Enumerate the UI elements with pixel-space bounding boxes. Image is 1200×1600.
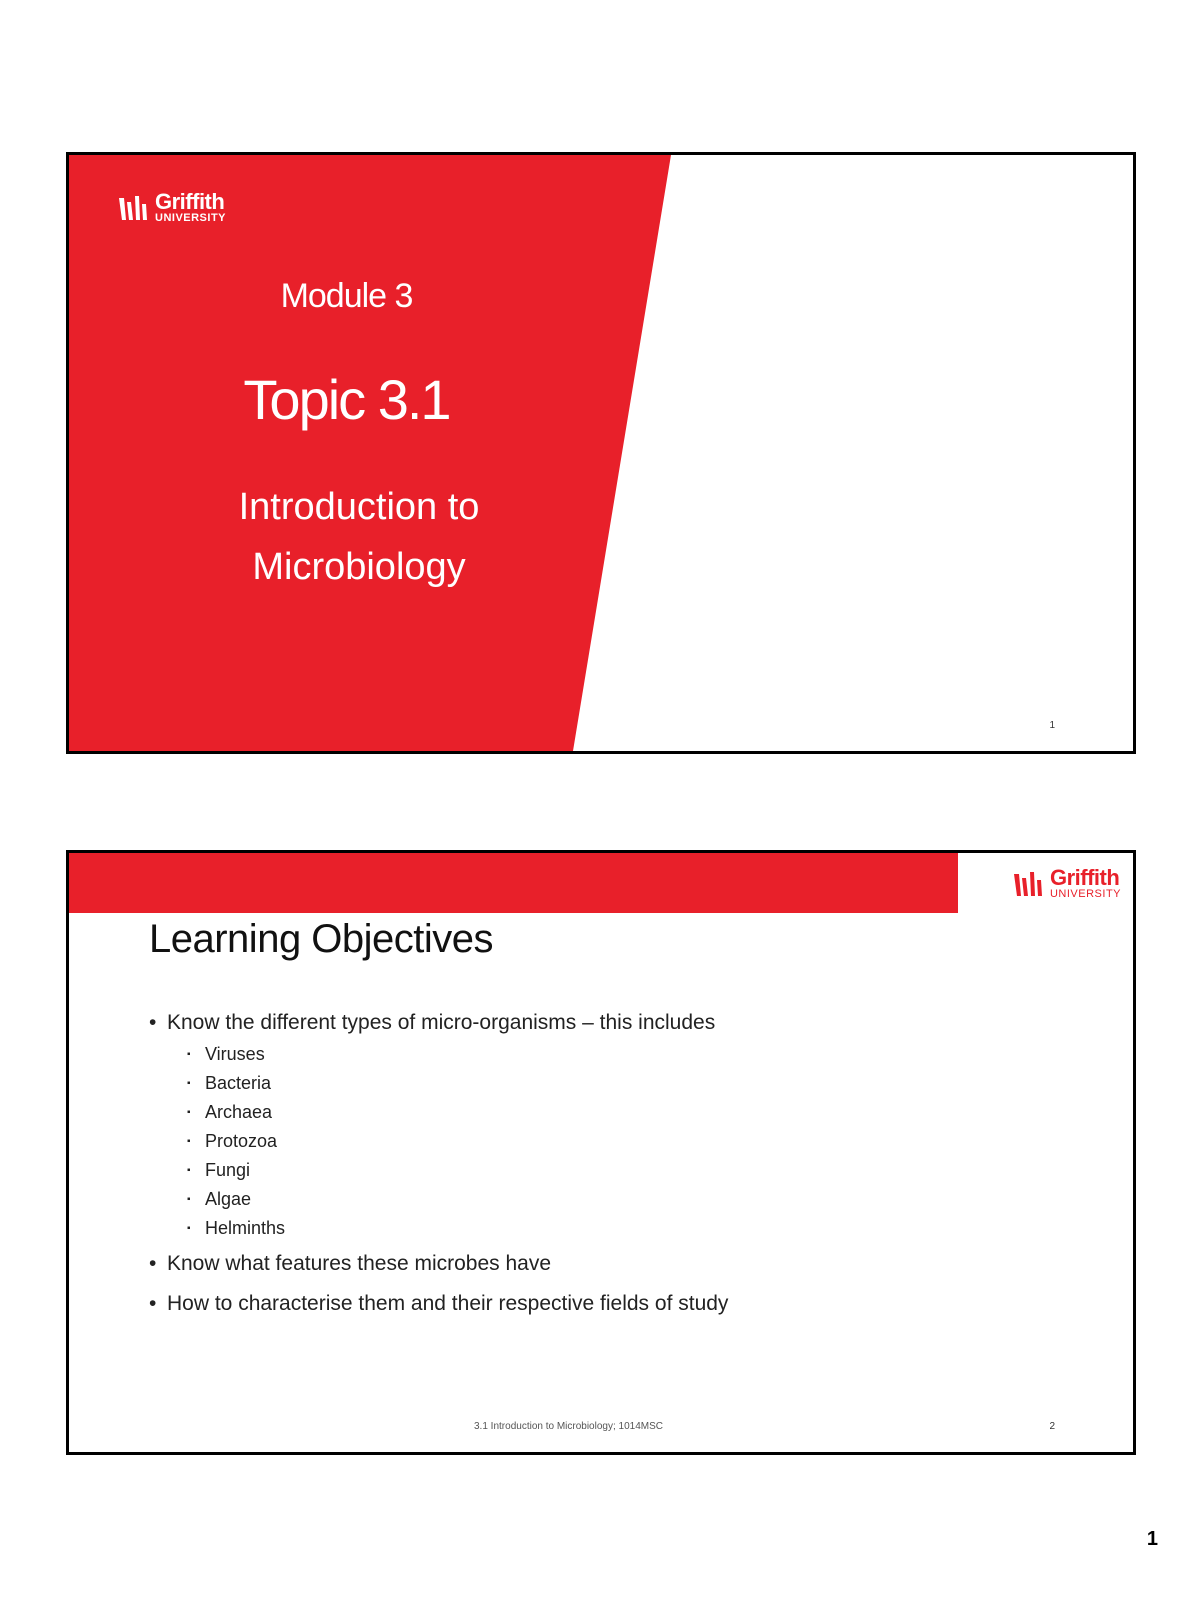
list-item: • Know what features these microbes have (149, 1251, 1099, 1277)
list-item: ▪ Helminths (167, 1214, 1099, 1243)
griffith-logo (117, 191, 226, 224)
subtitle-line-1: Introduction to (238, 486, 480, 528)
objectives-slide (66, 850, 1136, 1455)
list-item: • How to characterise them and their respective fields of study (149, 1291, 1099, 1317)
slide-title: Learning Objectives (149, 917, 494, 961)
logo-subword: UNIVERSITY (155, 212, 227, 224)
logo-wordmark: Griffith (1049, 865, 1120, 890)
slide-subtitle (69, 477, 649, 597)
list-item: ▪ Bacteria (167, 1069, 1099, 1098)
microorganism-types-list (167, 1040, 1099, 1243)
module-title: Module 3 (280, 277, 413, 315)
slide-footer: 3.1 Introduction to Microbiology; 1014MSC (474, 1421, 663, 1432)
griffith-logo-mark-icon (117, 194, 153, 222)
list-item: ▪ Viruses (167, 1040, 1099, 1069)
title-slide (66, 152, 1136, 754)
topic-title: Topic 3.1 (243, 368, 450, 431)
subtitle-line-2: Microbiology (252, 546, 466, 588)
bullet-text: Know the different types of micro-organisms – this includes (167, 1011, 716, 1034)
page-number: 1 (1146, 1528, 1158, 1550)
red-diagonal-panel (69, 155, 1133, 751)
list-item: ▪ Fungi (167, 1156, 1099, 1185)
objectives-list (149, 1010, 1099, 1317)
logo-subword: UNIVERSITY (1049, 888, 1121, 900)
list-item: ▪ Protozoa (167, 1127, 1099, 1156)
slide-number: 2 (1049, 1421, 1055, 1432)
logo-wordmark: Griffith (155, 189, 225, 214)
list-item (149, 1010, 1099, 1243)
griffith-logo-mark-icon (1012, 870, 1048, 898)
griffith-logo (1012, 867, 1121, 900)
slide-number: 1 (1049, 720, 1055, 731)
list-item: ▪ Algae (167, 1185, 1099, 1214)
list-item: ▪ Archaea (167, 1098, 1099, 1127)
